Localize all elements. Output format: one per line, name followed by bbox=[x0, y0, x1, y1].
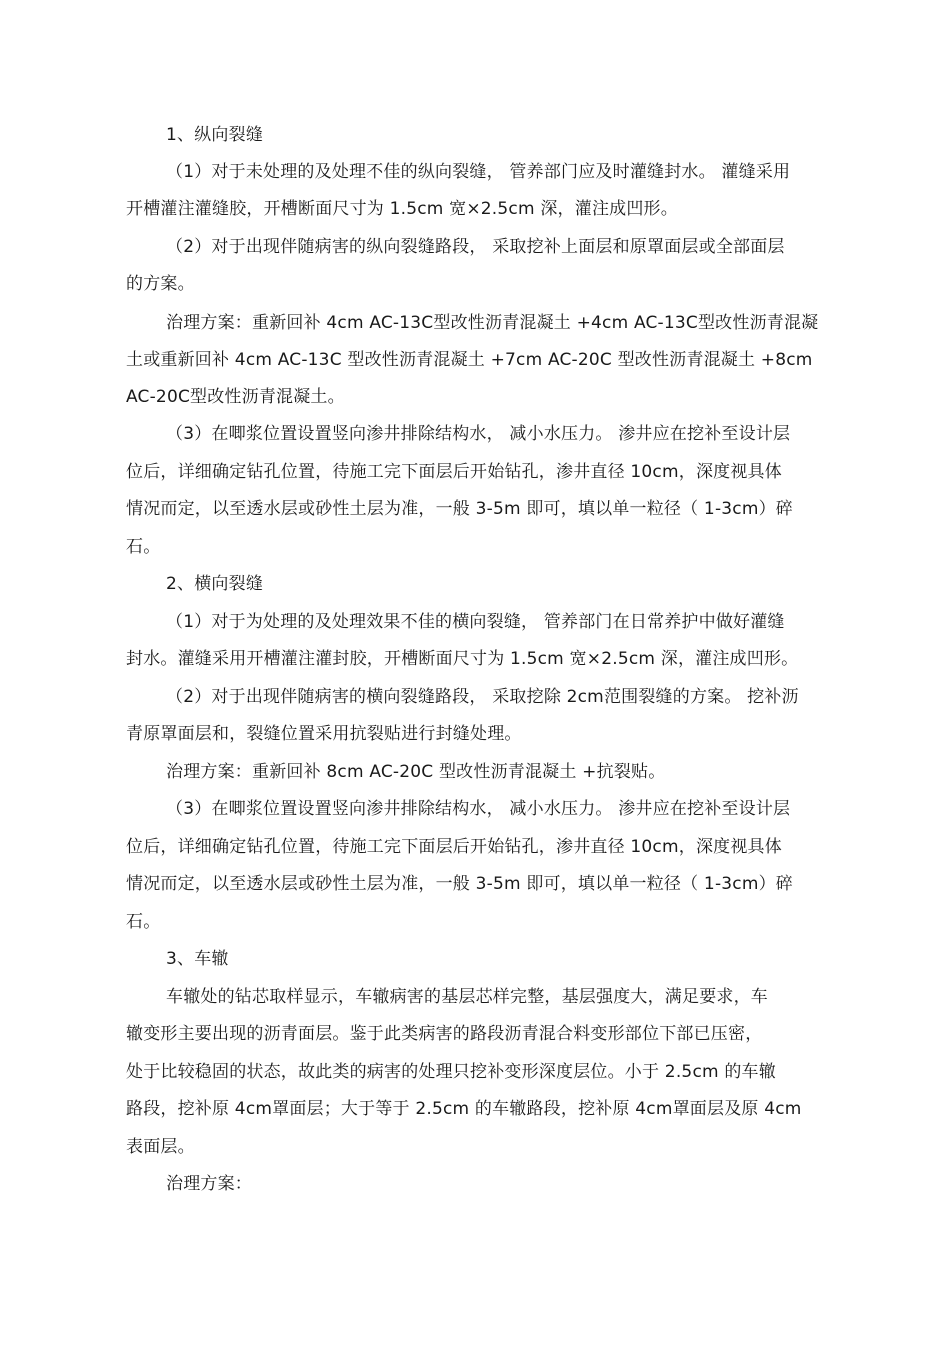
paragraph-line: （3）在唧浆位置设置竖向渗井排除结构水， 减小水压力。 渗井应在挖补至设计层 bbox=[166, 799, 791, 819]
paragraph-line: 石。 bbox=[126, 537, 161, 557]
paragraph-line: AC-20C型改性沥青混凝土。 bbox=[126, 387, 345, 407]
heading-longitudinal-cracks: 1、纵向裂缝 bbox=[166, 125, 264, 145]
paragraph-line: 治理方案：重新回补 4cm AC-13C型改性沥青混凝土 +4cm AC-13C型改性沥青混凝 bbox=[166, 313, 819, 333]
paragraph-line: 石。 bbox=[126, 912, 161, 932]
paragraph-line: 青原罩面层和，裂缝位置采用抗裂贴进行封缝处理。 bbox=[126, 724, 522, 744]
heading-rutting: 3、车辙 bbox=[166, 949, 229, 969]
heading-transverse-cracks: 2、横向裂缝 bbox=[166, 574, 264, 594]
paragraph-line: （1）对于为处理的及处理效果不佳的横向裂缝， 管养部门在日常养护中做好灌缝 bbox=[166, 612, 785, 632]
paragraph-line: 处于比较稳固的状态，故此类的病害的处理只挖补变形深度层位。小于 2.5cm 的车辙 bbox=[126, 1062, 776, 1082]
paragraph-line: 表面层。 bbox=[126, 1137, 195, 1157]
paragraph-line: 治理方案： bbox=[166, 1174, 252, 1194]
paragraph-line: （1）对于未处理的及处理不佳的纵向裂缝， 管养部门应及时灌缝封水。 灌缝采用 bbox=[166, 162, 791, 182]
paragraph-line: （3）在唧浆位置设置竖向渗井排除结构水， 减小水压力。 渗井应在挖补至设计层 bbox=[166, 424, 791, 444]
paragraph-line: 车辙处的钻芯取样显示，车辙病害的基层芯样完整，基层强度大，满足要求，车 bbox=[166, 987, 768, 1007]
paragraph-line: 封水。灌缝采用开槽灌注灌封胶，开槽断面尺寸为 1.5cm 宽×2.5cm 深，灌注成凹形。 bbox=[126, 649, 799, 669]
paragraph-line: 辙变形主要出现的沥青面层。鉴于此类病害的路段沥青混合料变形部位下部已压密， bbox=[126, 1024, 763, 1044]
paragraph-line: 情况而定，以至透水层或砂性土层为准，一般 3-5m 即可，填以单一粒径（ 1-3cm）碎 bbox=[126, 499, 794, 519]
paragraph-line: 治理方案：重新回补 8cm AC-20C 型改性沥青混凝土 +抗裂贴。 bbox=[166, 762, 666, 782]
paragraph-line: 情况而定，以至透水层或砂性土层为准，一般 3-5m 即可，填以单一粒径（ 1-3cm）碎 bbox=[126, 874, 794, 894]
paragraph-line: 土或重新回补 4cm AC-13C 型改性沥青混凝土 +7cm AC-20C 型改性沥青混凝土 +8cm bbox=[126, 350, 813, 370]
paragraph-line: 位后，详细确定钻孔位置，待施工完下面层后开始钻孔，渗井直径 10cm，深度视具体 bbox=[126, 462, 782, 482]
paragraph-line: （2）对于出现伴随病害的横向裂缝路段， 采取挖除 2cm范围裂缝的方案。 挖补沥 bbox=[166, 687, 799, 707]
paragraph-line: 路段，挖补原 4cm罩面层；大于等于 2.5cm 的车辙路段，挖补原 4cm罩面层及原 4cm bbox=[126, 1099, 802, 1119]
paragraph-line: 位后，详细确定钻孔位置，待施工完下面层后开始钻孔，渗井直径 10cm，深度视具体 bbox=[126, 837, 782, 857]
paragraph-line: 的方案。 bbox=[126, 274, 195, 294]
paragraph-line: 开槽灌注灌缝胶，开槽断面尺寸为 1.5cm 宽×2.5cm 深，灌注成凹形。 bbox=[126, 199, 678, 219]
paragraph-line: （2）对于出现伴随病害的纵向裂缝路段， 采取挖补上面层和原罩面层或全部面层 bbox=[166, 237, 785, 257]
